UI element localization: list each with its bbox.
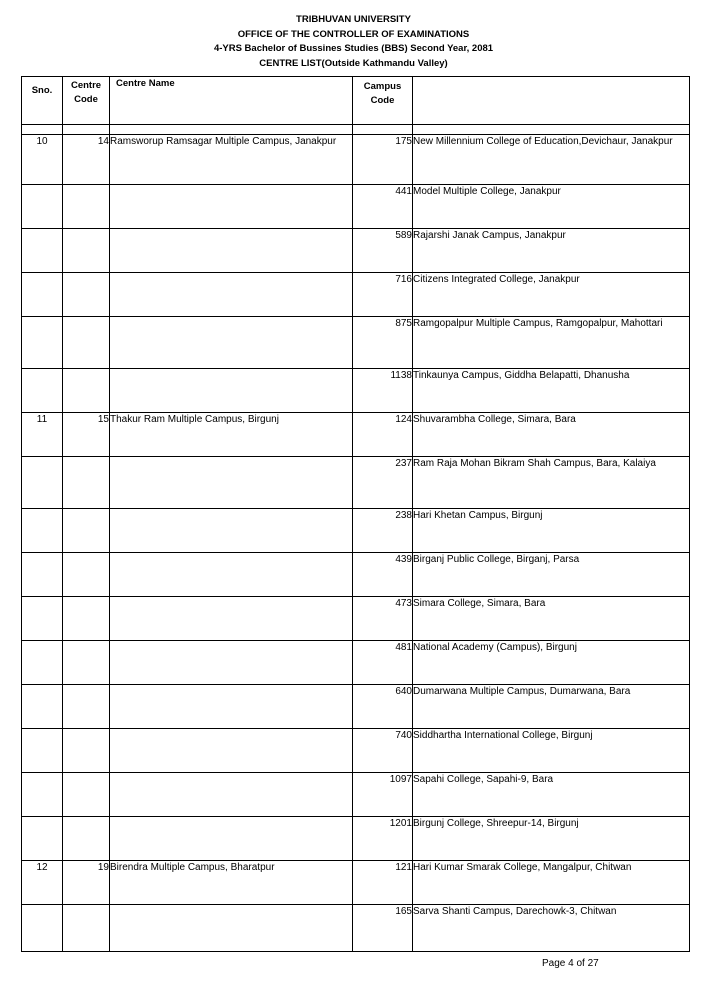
campus-name-cell: Model Multiple College, Janakpur — [413, 185, 690, 229]
campus-code-cell: 473 — [353, 597, 413, 641]
centre-code-cell — [63, 597, 110, 641]
header-campus-name — [413, 77, 690, 125]
campus-name-cell: Dumarwana Multiple Campus, Dumarwana, Bara — [413, 685, 690, 729]
campus-code-cell: 1138 — [353, 369, 413, 413]
spacer-cell — [22, 125, 63, 135]
table-row — [22, 317, 690, 369]
table-row — [22, 685, 690, 729]
campus-name-cell: Ramgopalpur Multiple Campus, Ramgopalpur, Mahottari — [413, 317, 690, 369]
campus-code-cell: 237 — [353, 457, 413, 509]
table-row — [22, 229, 690, 273]
header-centre-name-label: Centre Name — [116, 78, 175, 89]
office-title: OFFICE OF THE CONTROLLER OF EXAMINATIONS — [237, 28, 470, 40]
sno-cell: 12 — [22, 861, 63, 905]
centre-name-cell — [110, 905, 353, 952]
header-campus-code-line1: Campus — [363, 81, 402, 92]
centre-code-cell — [63, 685, 110, 729]
centre-code-cell — [63, 457, 110, 509]
spacer-cell — [110, 125, 353, 135]
table-row — [22, 369, 690, 413]
centre-name-cell — [110, 185, 353, 229]
centre-name-cell — [110, 773, 353, 817]
sno-cell — [22, 729, 63, 773]
list-title: CENTRE LIST(Outside Kathmandu Valley) — [259, 57, 448, 69]
sno-cell — [22, 317, 63, 369]
header-centre-code — [63, 77, 110, 125]
centre-code-cell: 15 — [63, 413, 110, 457]
table-row — [22, 553, 690, 597]
campus-code-cell: 165 — [353, 905, 413, 952]
centre-list-table — [21, 76, 690, 952]
table-row — [22, 641, 690, 685]
centre-name-cell — [110, 817, 353, 861]
centre-code-cell — [63, 229, 110, 273]
campus-code-cell: 1097 — [353, 773, 413, 817]
campus-code-cell: 238 — [353, 509, 413, 553]
centre-name-cell — [110, 457, 353, 509]
table-body — [22, 125, 690, 952]
centre-code-cell — [63, 509, 110, 553]
centre-code-cell: 14 — [63, 135, 110, 185]
centre-code-cell — [63, 273, 110, 317]
sno-cell — [22, 597, 63, 641]
table-row — [22, 185, 690, 229]
centre-name-cell — [110, 641, 353, 685]
header-centre-code-line2: Code — [74, 94, 98, 105]
campus-code-cell: 481 — [353, 641, 413, 685]
sno-cell — [22, 457, 63, 509]
centre-name-cell: Thakur Ram Multiple Campus, Birgunj — [110, 413, 353, 457]
sno-cell: 11 — [22, 413, 63, 457]
campus-name-cell: Ram Raja Mohan Bikram Shah Campus, Bara, Kalaiya — [413, 457, 690, 509]
centre-name-cell — [110, 369, 353, 413]
centre-name-cell: Ramsworup Ramsagar Multiple Campus, Janakpur — [110, 135, 353, 185]
header-sno — [22, 77, 63, 125]
sno-cell — [22, 369, 63, 413]
table-row — [22, 817, 690, 861]
campus-name-cell: Siddhartha International College, Birgunj — [413, 729, 690, 773]
table-row — [22, 413, 690, 457]
campus-code-cell: 441 — [353, 185, 413, 229]
page-number: Page 4 of 27 — [542, 958, 599, 969]
centre-name-cell — [110, 685, 353, 729]
campus-name-cell: Sapahi College, Sapahi-9, Bara — [413, 773, 690, 817]
campus-code-cell: 716 — [353, 273, 413, 317]
campus-name-cell: National Academy (Campus), Birgunj — [413, 641, 690, 685]
campus-name-cell: New Millennium College of Education,Devichaur, Janakpur — [413, 135, 690, 185]
sno-cell — [22, 553, 63, 597]
header-campus-code — [353, 77, 413, 125]
campus-name-cell: Shuvarambha College, Simara, Bara — [413, 413, 690, 457]
centre-name-cell — [110, 729, 353, 773]
table-row — [22, 509, 690, 553]
centre-code-cell — [63, 641, 110, 685]
sno-cell — [22, 905, 63, 952]
table-header-row — [22, 77, 690, 125]
centre-code-cell: 19 — [63, 861, 110, 905]
centre-name-cell — [110, 597, 353, 641]
campus-name-cell: Hari Kumar Smarak College, Mangalpur, Chitwan — [413, 861, 690, 905]
campus-name-cell: Tinkaunya Campus, Giddha Belapatti, Dhanusha — [413, 369, 690, 413]
header-centre-name — [110, 77, 353, 125]
campus-name-cell: Simara College, Simara, Bara — [413, 597, 690, 641]
centre-code-cell — [63, 185, 110, 229]
centre-name-cell — [110, 553, 353, 597]
spacer-cell — [353, 125, 413, 135]
centre-code-cell — [63, 369, 110, 413]
table-row — [22, 597, 690, 641]
centre-name-cell: Birendra Multiple Campus, Bharatpur — [110, 861, 353, 905]
campus-code-cell: 875 — [353, 317, 413, 369]
campus-name-cell: Rajarshi Janak Campus, Janakpur — [413, 229, 690, 273]
sno-cell: 10 — [22, 135, 63, 185]
campus-code-cell: 740 — [353, 729, 413, 773]
table-row — [22, 273, 690, 317]
sno-cell — [22, 773, 63, 817]
centre-name-cell — [110, 317, 353, 369]
sno-cell — [22, 185, 63, 229]
centre-name-cell — [110, 229, 353, 273]
campus-code-cell: 589 — [353, 229, 413, 273]
campus-name-cell: Birgunj College, Shreepur-14, Birgunj — [413, 817, 690, 861]
spacer-cell — [63, 125, 110, 135]
sno-cell — [22, 509, 63, 553]
sno-cell — [22, 273, 63, 317]
sno-cell — [22, 641, 63, 685]
table-row — [22, 457, 690, 509]
header-campus-code-line2: Code — [370, 95, 395, 106]
document-header — [0, 13, 707, 71]
campus-code-cell: 124 — [353, 413, 413, 457]
sno-cell — [22, 229, 63, 273]
campus-code-cell: 439 — [353, 553, 413, 597]
campus-code-cell: 640 — [353, 685, 413, 729]
campus-name-cell: Citizens Integrated College, Janakpur — [413, 273, 690, 317]
centre-code-cell — [63, 905, 110, 952]
exam-title: 4-YRS Bachelor of Bussines Studies (BBS) Second Year, 2081 — [213, 43, 494, 54]
sno-cell — [22, 685, 63, 729]
university-title: TRIBHUVAN UNIVERSITY — [296, 14, 411, 25]
centre-code-cell — [63, 817, 110, 861]
centre-code-cell — [63, 729, 110, 773]
centre-name-cell — [110, 509, 353, 553]
table-row — [22, 729, 690, 773]
centre-code-cell — [63, 553, 110, 597]
campus-name-cell: Sarva Shanti Campus, Darechowk-3, Chitwan — [413, 905, 690, 952]
table-row — [22, 135, 690, 185]
table-row — [22, 773, 690, 817]
sno-cell — [22, 817, 63, 861]
table-row — [22, 905, 690, 952]
header-spacer-row — [22, 125, 690, 135]
campus-code-cell: 121 — [353, 861, 413, 905]
campus-code-cell: 175 — [353, 135, 413, 185]
campus-name-cell: Birganj Public College, Birganj, Parsa — [413, 553, 690, 597]
header-sno-label: Sno. — [31, 85, 53, 96]
centre-code-cell — [63, 773, 110, 817]
spacer-cell — [413, 125, 690, 135]
campus-code-cell: 1201 — [353, 817, 413, 861]
centre-code-cell — [63, 317, 110, 369]
header-centre-code-line1: Centre — [70, 80, 102, 91]
centre-name-cell — [110, 273, 353, 317]
table-row — [22, 861, 690, 905]
campus-name-cell: Hari Khetan Campus, Birgunj — [413, 509, 690, 553]
